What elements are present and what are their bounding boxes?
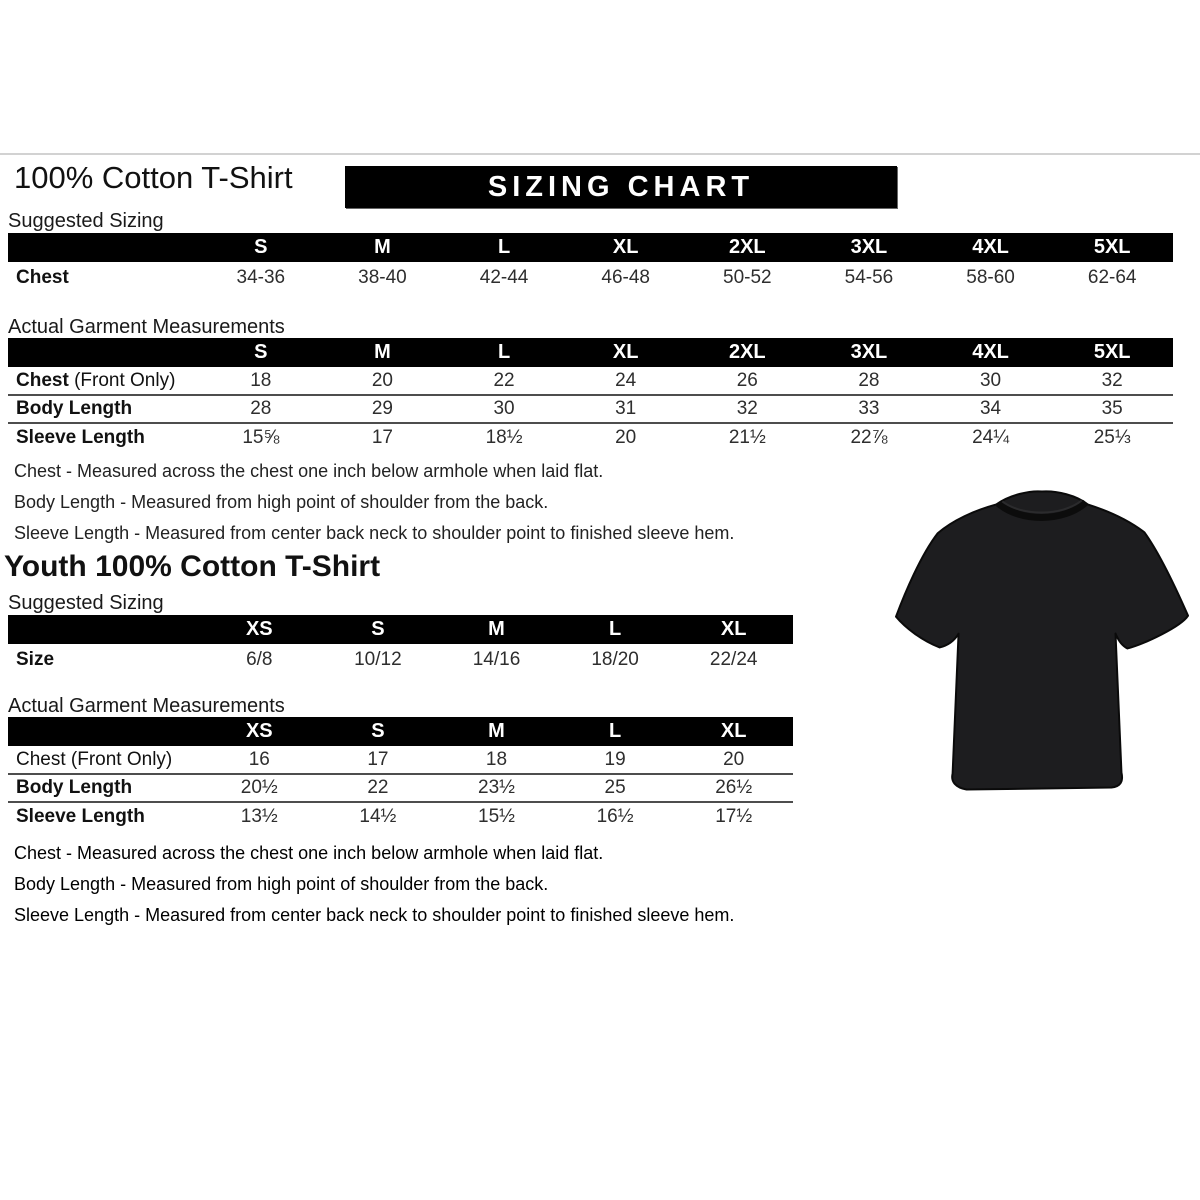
cell-value: 22 (367, 777, 389, 798)
note-body-length: Body Length - Measured from high point of shoulder from the back. (14, 874, 549, 894)
cell-value: 32 (736, 398, 758, 419)
adult-sleeve-length-row (8, 424, 1173, 452)
cell-value: 17½ (715, 806, 753, 827)
cell-value: 33 (858, 398, 880, 419)
page-title: 100% Cotton T-Shirt (14, 160, 293, 195)
sizing-chart-banner (345, 166, 897, 208)
column-header-s: S (371, 720, 385, 742)
tshirt-icon (893, 486, 1191, 800)
chest-value: 58-60 (966, 267, 1015, 288)
row-label-size: Size (16, 649, 55, 670)
row-label-chest: Chest (16, 267, 69, 288)
cell-value: 22⅞ (850, 427, 888, 448)
cell-value: 20½ (240, 777, 278, 798)
youth-body-length-row (8, 775, 793, 803)
cell-value: 18 (485, 749, 508, 770)
cell-value: 20 (615, 427, 637, 448)
column-header-5xl: 5XL (1093, 341, 1131, 363)
cell-value: 25⅓ (1093, 427, 1131, 448)
adult-actual-header-row (8, 338, 1173, 367)
black-tshirt-image (893, 486, 1191, 800)
cell-value: 28 (250, 398, 272, 419)
column-header-xl: XL (612, 236, 639, 258)
adult-actual-measurements-label: Actual Garment Measurements (8, 316, 285, 338)
sizing-chart-banner-label: SIZING CHART (487, 170, 755, 203)
chest-value: 34-36 (236, 267, 286, 288)
youth-suggested-sizing-label: Suggested Sizing (8, 592, 164, 614)
column-header-4xl: 4XL (972, 236, 1009, 258)
cell-value: 18½ (485, 427, 523, 448)
column-header-m: M (488, 720, 505, 742)
column-header-2xl: 2XL (728, 341, 766, 363)
cell-value: 15½ (478, 806, 515, 827)
cell-value: 16 (248, 749, 270, 770)
column-header-l: L (608, 720, 622, 742)
youth-actual-header-row (8, 717, 793, 746)
row-label-chest-front-only: Chest (Front Only) (16, 370, 176, 391)
column-header-l: L (608, 618, 622, 640)
cell-value: 17 (371, 427, 393, 448)
cell-value: 18 (250, 370, 272, 391)
cell-value: 17 (367, 749, 389, 770)
youth-size-row (8, 646, 793, 674)
cell-value: 20 (371, 370, 393, 391)
column-header-xs: XS (245, 720, 273, 742)
column-header-l: L (497, 341, 511, 363)
chest-value: 50-52 (723, 267, 772, 288)
cell-value: 26 (736, 370, 758, 391)
cell-value: 13½ (240, 806, 278, 827)
column-header-5xl: 5XL (1093, 236, 1131, 258)
youth-actual-measurements-label: Actual Garment Measurements (8, 695, 285, 717)
column-header-s: S (254, 236, 268, 258)
cell-value: 24 (615, 370, 637, 391)
column-header-xl: XL (720, 720, 747, 742)
chest-value: 42-44 (479, 267, 529, 288)
note-body-length: Body Length - Measured from high point of shoulder from the back. (14, 492, 549, 512)
top-divider-line (0, 153, 1200, 155)
cell-value: 30 (493, 398, 515, 419)
column-header-s: S (371, 618, 385, 640)
size-value: 10/12 (354, 649, 402, 670)
column-header-m: M (374, 341, 391, 363)
size-value: 6/8 (246, 649, 273, 670)
cell-value: 32 (1101, 370, 1123, 391)
cell-value: 25 (604, 777, 626, 798)
column-header-4xl: 4XL (972, 341, 1009, 363)
column-header-l: L (497, 236, 511, 258)
cell-value: 23½ (478, 777, 515, 798)
cell-value: 31 (615, 398, 637, 419)
row-label-sleeve-length: Sleeve Length (16, 806, 145, 827)
note-sleeve-length: Sleeve Length - Measured from center back neck to shoulder point to finished sleeve hem. (14, 523, 735, 543)
row-label-sleeve-length: Sleeve Length (16, 427, 145, 448)
cell-value: 34 (979, 398, 1002, 419)
adult-suggested-chest-row (8, 264, 1173, 292)
column-header-3xl: 3XL (850, 341, 888, 363)
note-sleeve-length: Sleeve Length - Measured from center back neck to shoulder point to finished sleeve hem. (14, 905, 735, 925)
cell-value: 19 (604, 749, 626, 770)
cell-value: 14½ (359, 806, 397, 827)
row-label-body-length: Body Length (16, 777, 133, 798)
column-header-2xl: 2XL (728, 236, 766, 258)
note-chest: Chest - Measured across the chest one inch below armhole when laid flat. (14, 843, 604, 863)
chest-value: 62-64 (1087, 267, 1137, 288)
youth-sleeve-length-row (8, 803, 793, 831)
column-header-xl: XL (612, 341, 639, 363)
column-header-s: S (254, 341, 268, 363)
cell-value: 29 (371, 398, 393, 419)
youth-chest-front-only-row (8, 747, 793, 775)
chest-value: 38-40 (358, 267, 407, 288)
cell-value: 21½ (728, 427, 766, 448)
column-header-3xl: 3XL (850, 236, 888, 258)
size-value: 18/20 (591, 649, 639, 670)
cell-value: 26½ (715, 777, 753, 798)
chest-value: 54-56 (844, 267, 894, 288)
column-header-m: M (488, 618, 505, 640)
cell-value: 35 (1101, 398, 1123, 419)
youth-section-title: Youth 100% Cotton T-Shirt (4, 550, 381, 583)
row-label-body-length: Body Length (16, 398, 133, 419)
adult-suggested-sizing-label: Suggested Sizing (8, 210, 164, 232)
cell-value: 20 (723, 749, 745, 770)
size-value: 22/24 (709, 649, 758, 670)
cell-value: 28 (858, 370, 880, 391)
adult-body-length-row (8, 396, 1173, 424)
chest-value: 46-48 (601, 267, 650, 288)
cell-value: 16½ (596, 806, 634, 827)
column-header-xs: XS (245, 618, 273, 640)
cell-value: 15⅝ (242, 427, 280, 448)
adult-chest-front-only-row (8, 368, 1173, 396)
column-header-m: M (374, 236, 391, 258)
row-label-chest-front-only: Chest (Front Only) (16, 749, 173, 770)
column-header-xl: XL (720, 618, 747, 640)
cell-value: 24¼ (972, 427, 1010, 448)
size-value: 14/16 (472, 649, 521, 670)
youth-suggested-header-row (8, 615, 793, 644)
note-chest: Chest - Measured across the chest one inch below armhole when laid flat. (14, 461, 604, 481)
cell-value: 22 (493, 370, 515, 391)
adult-suggested-header-row (8, 233, 1173, 262)
cell-value: 30 (979, 370, 1002, 391)
